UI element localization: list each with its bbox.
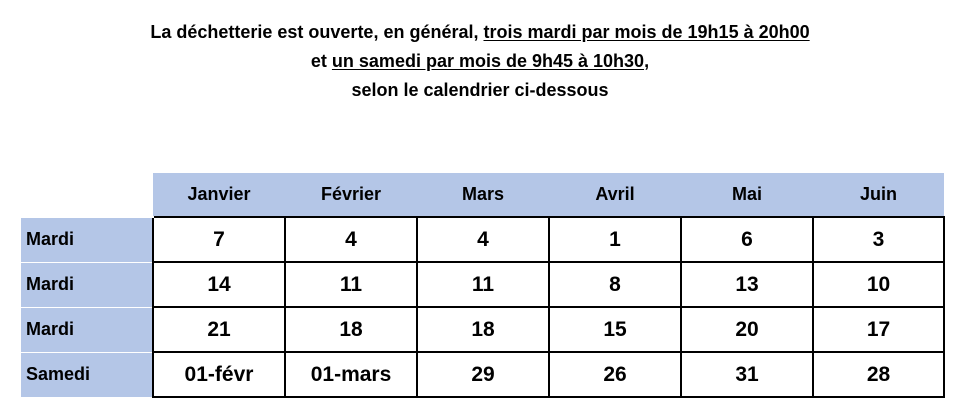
- date-cell: 15: [549, 307, 681, 352]
- intro-line-2-suffix: ,: [644, 51, 650, 71]
- date-cell: 29: [417, 352, 549, 397]
- day-label: Samedi: [21, 352, 153, 397]
- date-cell: 11: [285, 262, 417, 307]
- table-row: [21, 352, 944, 397]
- table-row: [21, 217, 944, 262]
- month-header: Janvier: [153, 173, 285, 217]
- date-cell: 13: [681, 262, 813, 307]
- date-cell: 14: [153, 262, 285, 307]
- month-header-row: [21, 173, 944, 217]
- date-cell: 26: [549, 352, 681, 397]
- date-cell: 28: [813, 352, 944, 397]
- date-cell: 11: [417, 262, 549, 307]
- date-cell: 17: [813, 307, 944, 352]
- date-cell: 3: [813, 217, 944, 262]
- date-cell: 20: [681, 307, 813, 352]
- date-cell: 01-mars: [285, 352, 417, 397]
- date-cell: 18: [285, 307, 417, 352]
- intro-text: [0, 18, 960, 105]
- date-cell: 6: [681, 217, 813, 262]
- intro-line-3: selon le calendrier ci-dessous: [351, 80, 609, 100]
- table-row: [21, 262, 944, 307]
- saturday-schedule-text: un samedi par mois de 9h45 à 10h30: [331, 51, 645, 71]
- date-cell: 4: [285, 217, 417, 262]
- month-header: Février: [285, 173, 417, 217]
- calendar-table: [21, 173, 945, 398]
- day-label: Mardi: [21, 262, 153, 307]
- intro-line-2-prefix: et: [310, 51, 332, 71]
- day-label: Mardi: [21, 307, 153, 352]
- date-cell: 10: [813, 262, 944, 307]
- month-header: Mai: [681, 173, 813, 217]
- date-cell: 31: [681, 352, 813, 397]
- intro-line-2: [0, 47, 960, 76]
- date-cell: 8: [549, 262, 681, 307]
- date-cell: 4: [417, 217, 549, 262]
- corner-cell: [21, 173, 153, 217]
- intro-line-1-text: La déchetterie est ouverte, en général,: [150, 22, 484, 42]
- date-cell: 1: [549, 217, 681, 262]
- month-header: Juin: [813, 173, 944, 217]
- month-header: Mars: [417, 173, 549, 217]
- date-cell: 01-févr: [153, 352, 285, 397]
- date-cell: 21: [153, 307, 285, 352]
- tuesday-schedule-text: trois mardi par mois de 19h15 à 20h00: [483, 22, 810, 42]
- month-header: Avril: [549, 173, 681, 217]
- day-label: Mardi: [21, 217, 153, 262]
- date-cell: 7: [153, 217, 285, 262]
- intro-line-1: [0, 18, 960, 47]
- table-row: [21, 307, 944, 352]
- date-cell: 18: [417, 307, 549, 352]
